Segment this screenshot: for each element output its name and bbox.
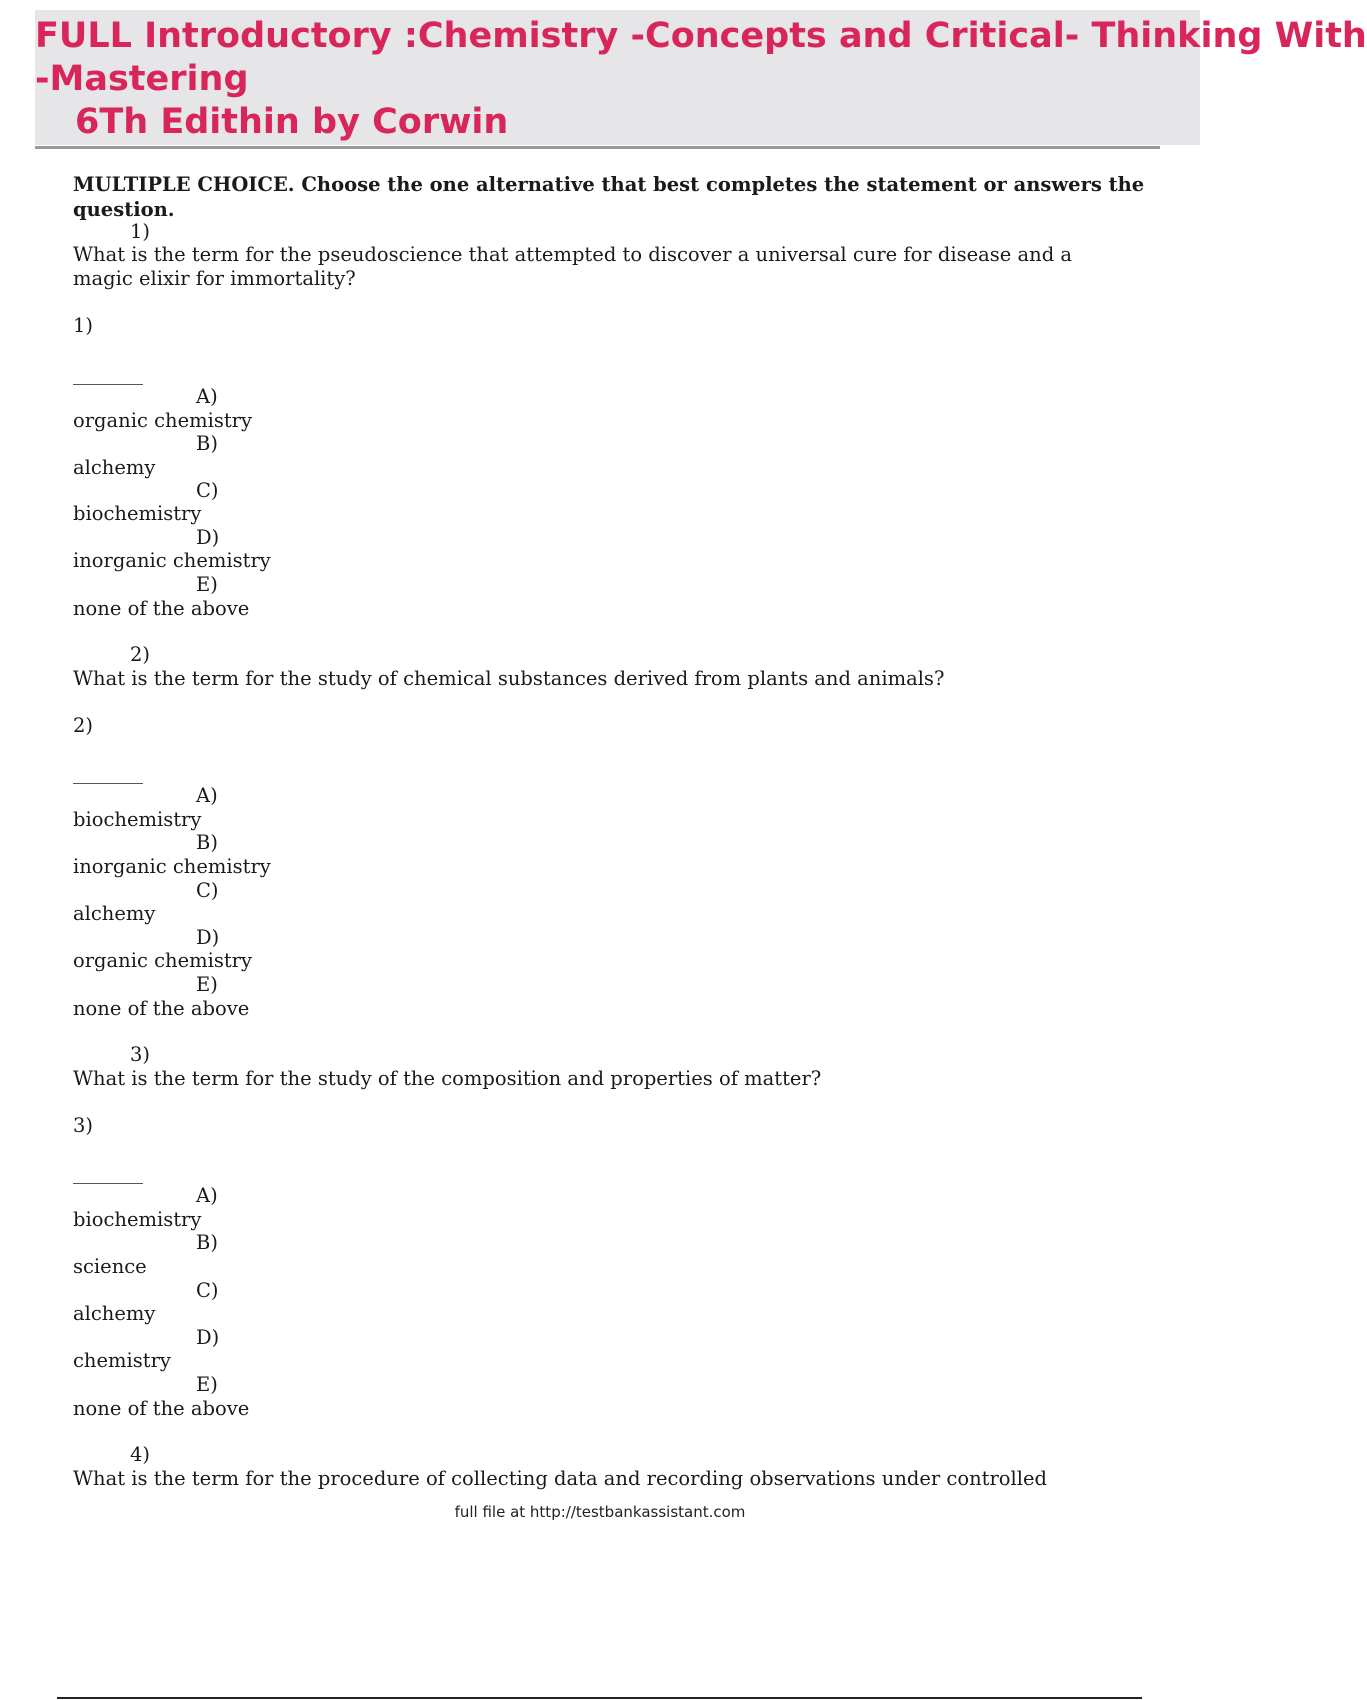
option-letter: B) — [196, 432, 218, 455]
option-text: alchemy — [73, 902, 156, 925]
option-text: inorganic chemistry — [73, 549, 271, 572]
title-line-2: -Mastering — [35, 59, 249, 99]
option-text: none of the above — [73, 1397, 250, 1420]
option-letter: D) — [196, 526, 220, 549]
option-text: none of the above — [73, 597, 250, 620]
option-letter: A) — [196, 385, 218, 408]
option-text: biochemistry — [73, 808, 202, 831]
banner-divider — [35, 146, 1160, 149]
option-letter: A) — [196, 784, 218, 807]
instructions: MULTIPLE CHOICE. Choose the one alternative that best completes the statement or answers the question. — [73, 173, 1145, 221]
option-text: chemistry — [73, 1349, 171, 1372]
answer-blank[interactable] — [73, 384, 143, 385]
answer-blank[interactable] — [73, 1183, 143, 1184]
title-line-1: FULL Introductory :Chemistry -Concepts and Critical- Thinking With — [35, 16, 1367, 56]
question-number: 3) — [130, 1043, 151, 1066]
option-text: inorganic chemistry — [73, 855, 271, 878]
option-text: organic chemistry — [73, 949, 253, 972]
answer-number: 3) — [73, 1114, 94, 1137]
question-text: What is the term for the pseudoscience that attempted to discover a universal cure for disease and a magic elixir for immortality? — [73, 243, 1073, 290]
option-letter: E) — [196, 573, 218, 596]
question-number: 4) — [130, 1443, 151, 1466]
option-text: alchemy — [73, 456, 156, 479]
bottom-divider — [57, 1697, 1142, 1699]
option-letter: C) — [196, 1279, 219, 1302]
option-letter: D) — [196, 1326, 220, 1349]
option-text: organic chemistry — [73, 409, 253, 432]
footer-note: full file at http://testbankassistant.com — [454, 1503, 746, 1521]
option-letter: B) — [196, 1231, 218, 1254]
answer-number: 1) — [73, 314, 94, 337]
option-letter: E) — [196, 1373, 218, 1396]
option-text: biochemistry — [73, 1208, 202, 1231]
option-letter: E) — [196, 973, 218, 996]
option-text: science — [73, 1255, 147, 1278]
question-text: What is the term for the study of the composition and properties of matter? — [73, 1067, 822, 1090]
question-text: What is the term for the study of chemical substances derived from plants and animals? — [73, 667, 945, 690]
question-number: 2) — [130, 643, 151, 666]
question-number: 1) — [130, 220, 151, 243]
title-line-3: 6Th Edithin by Corwin — [75, 102, 509, 142]
option-text: alchemy — [73, 1302, 156, 1325]
question-text: What is the term for the procedure of collecting data and recording observations under controlled — [73, 1467, 1048, 1490]
option-text: none of the above — [73, 997, 250, 1020]
option-letter: C) — [196, 479, 219, 502]
option-letter: B) — [196, 831, 218, 854]
option-letter: A) — [196, 1184, 218, 1207]
answer-number: 2) — [73, 714, 94, 737]
answer-blank[interactable] — [73, 783, 143, 784]
option-letter: C) — [196, 879, 219, 902]
title-banner — [35, 10, 1367, 145]
option-letter: D) — [196, 926, 220, 949]
option-text: biochemistry — [73, 502, 202, 525]
